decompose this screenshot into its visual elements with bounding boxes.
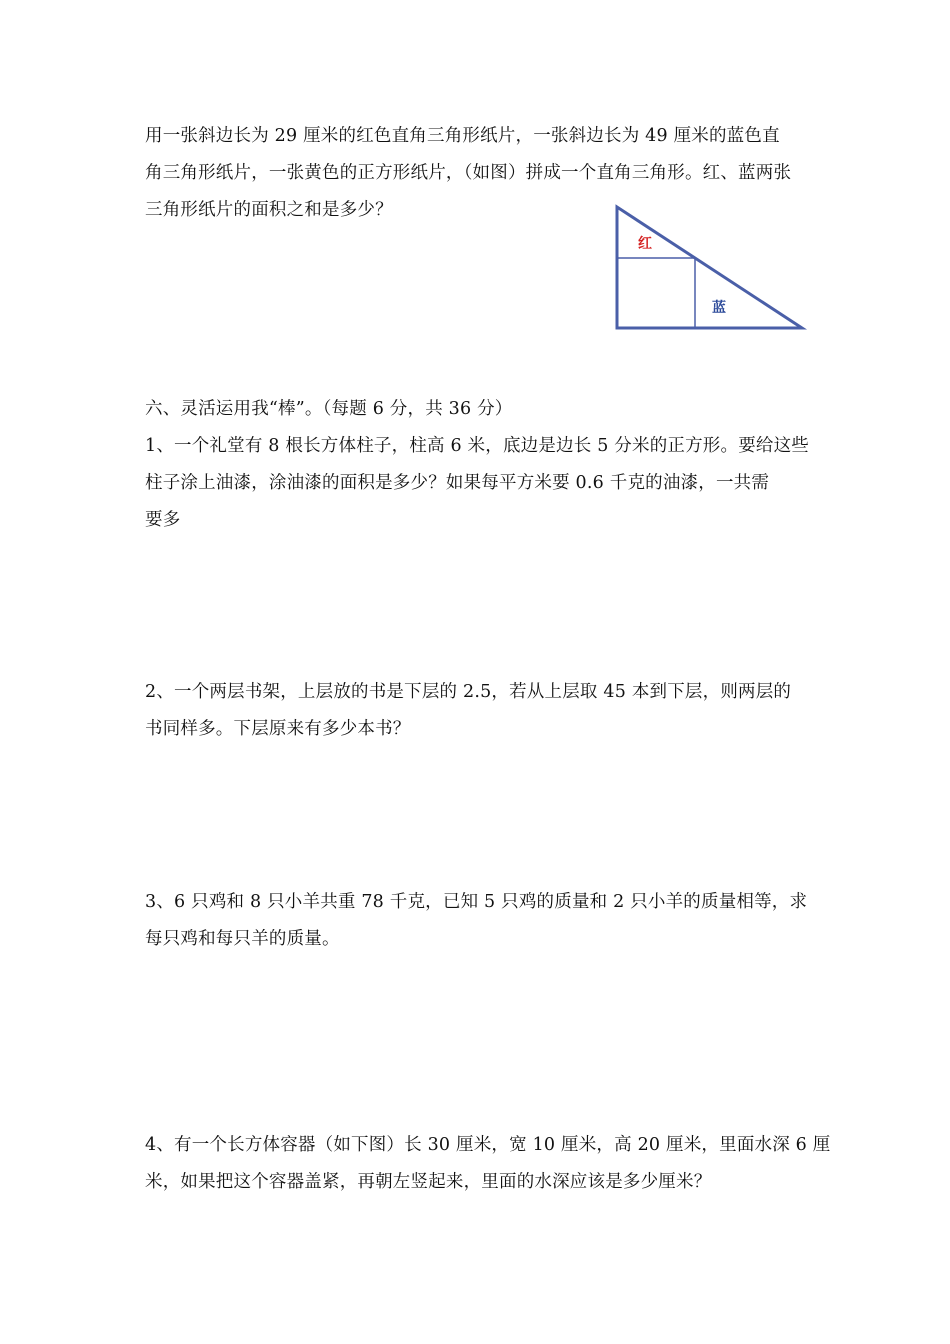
text-line: 米，如果把这个容器盖紧，再朝左竖起来，里面的水深应该是多少厘米？ [145,1172,712,1192]
text-line: 柱子涂上油漆，涂油漆的面积是多少？如果每平方米要 0.6 千克的油漆，一共需 [145,473,770,493]
text-line: 3、6 只鸡和 8 只小羊共重 78 千克，已知 5 只鸡的质量和 2 只小羊的质量相等，求 [145,892,808,912]
red-label: 红 [638,236,652,252]
blue-label: 蓝 [712,300,726,316]
triangle-figure [610,202,810,337]
text-line: 1、一个礼堂有 8 根长方体柱子，柱高 6 米，底边是边长 5 分米的正方形。要给这些 [145,436,810,456]
text-line: 要多 [145,510,181,530]
text-line: 用一张斜边长为 29 厘米的红色直角三角形纸片，一张斜边长为 49 厘米的蓝色直 [145,126,780,146]
text-line: 2、一个两层书架，上层放的书是下层的 2.5，若从上层取 45 本到下层，则两层的 [145,682,792,702]
text-line: 三角形纸片的面积之和是多少？ [145,200,393,220]
section-heading: 六、灵活运用我“棒”。（每题 6 分，共 36 分） [145,399,513,419]
text-line: 每只鸡和每只羊的质量。 [145,929,340,949]
outer-right-triangle [617,207,802,328]
text-line: 4、有一个长方体容器（如下图）长 30 厘米，宽 10 厘米，高 20 厘米，里面水深 6 厘 [145,1135,831,1155]
text-line: 书同样多。下层原来有多少本书？ [145,719,411,739]
text-line: 角三角形纸片，一张黄色的正方形纸片，（如图）拼成一个直角三角形。红、蓝两张 [145,163,792,183]
